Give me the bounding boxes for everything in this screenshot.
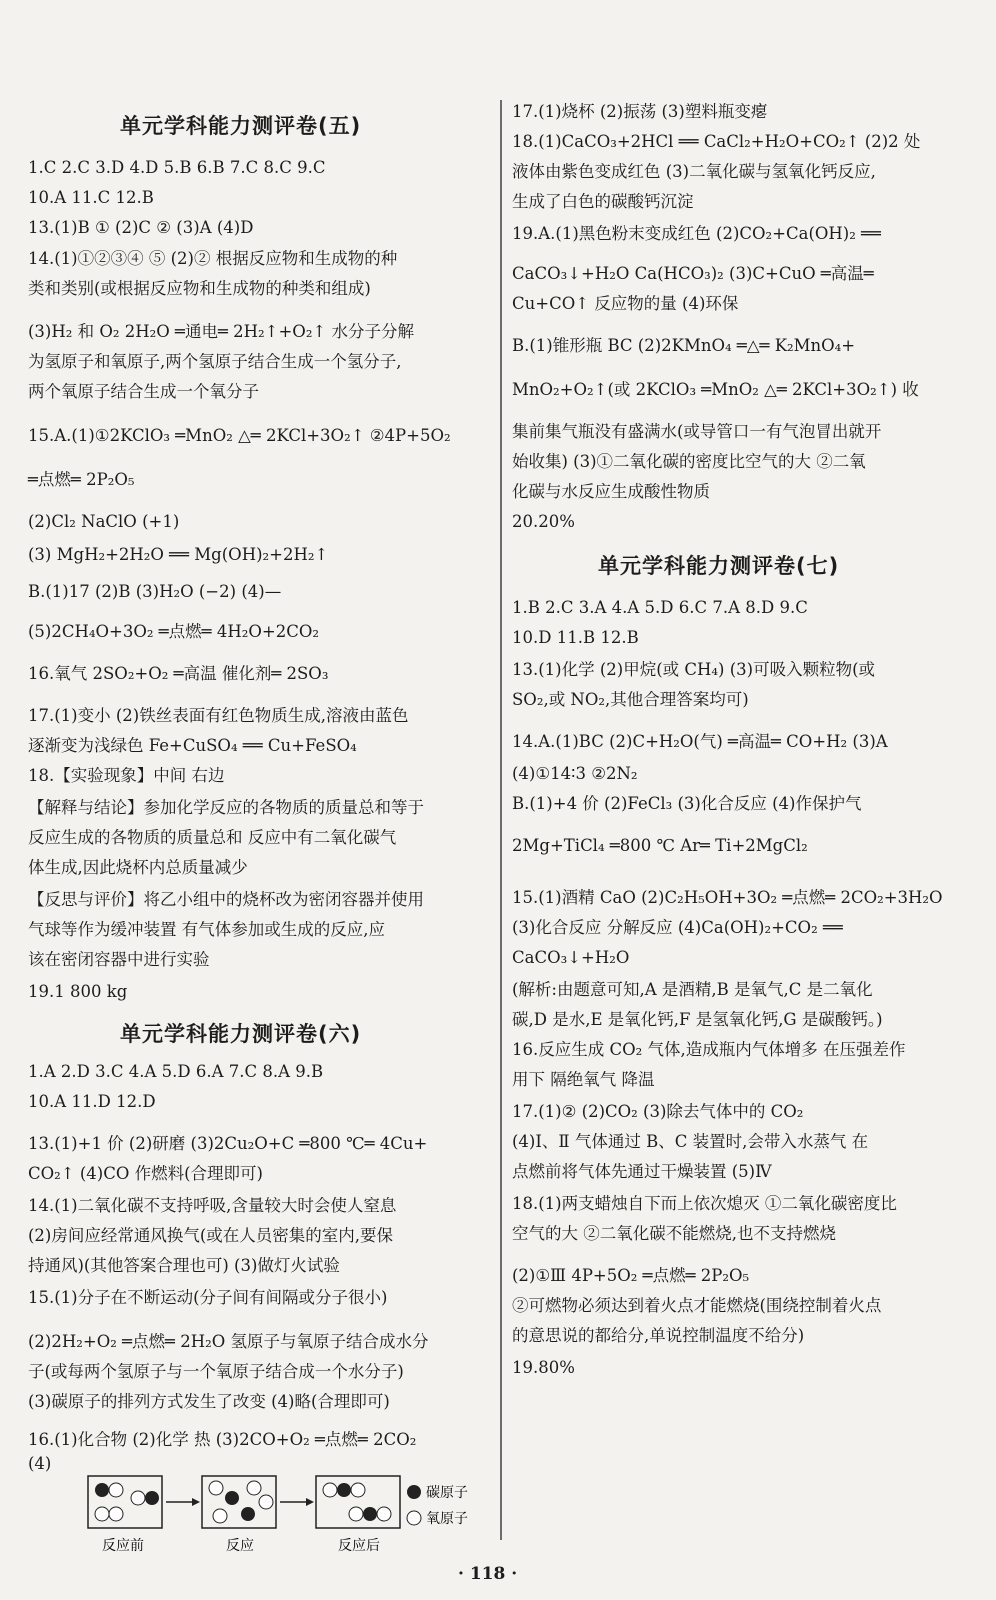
- answer-line: 14.A.(1)BC (2)C+H₂O(气) ═高温═ CO+H₂ (3)A: [512, 732, 888, 751]
- answer-line: 2Mg+TiCl₄ ═800 ℃ Ar═ Ti+2MgCl₂: [512, 836, 808, 855]
- section-heading-7: 单元学科能力测评卷(七): [598, 554, 840, 578]
- answer-line: CO₂↑ (4)CO 作燃料(合理即可): [28, 1164, 263, 1183]
- carbon-legend-icon: [407, 1485, 421, 1499]
- during-label: 反应: [226, 1538, 254, 1554]
- answer-line: (3) MgH₂+2H₂O ══ Mg(OH)₂+2H₂↑: [28, 545, 329, 564]
- answer-line: 体生成,因此烧杯内总质量减少: [28, 858, 248, 877]
- answer-line: 气球等作为缓冲装置 有气体参加或生成的反应,应: [28, 920, 385, 939]
- answer-line: 化碳与水反应生成酸性物质: [512, 482, 710, 501]
- box-before: [88, 1476, 162, 1528]
- answer-line: 逐渐变为浅绿色 Fe+CuSO₄ ══ Cu+FeSO₄: [28, 736, 357, 755]
- section-heading-6: 单元学科能力测评卷(六): [120, 1022, 362, 1046]
- answer-line: (解析:由题意可知,A 是酒精,B 是氧气,C 是二氧化: [512, 980, 873, 999]
- answer-line: (3)H₂ 和 O₂ 2H₂O ═通电═ 2H₂↑+O₂↑ 水分子分解: [28, 322, 415, 341]
- carbon-legend-label: 碳原子: [426, 1485, 468, 1501]
- answer-line: 14.(1)二氧化碳不支持呼吸,含量较大时会使人窒息: [28, 1196, 397, 1215]
- answer-line: B.(1)锥形瓶 BC (2)2KMnO₄ ═△═ K₂MnO₄+: [512, 336, 856, 355]
- answer-line: 15.A.(1)①2KClO₃ ═MnO₂ △═ 2KCl+3O₂↑ ②4P+5O₂: [28, 426, 451, 445]
- answer-line: 18.(1)CaCO₃+2HCl ══ CaCl₂+H₂O+CO₂↑ (2)2 处: [512, 132, 921, 151]
- answer-line: 14.(1)①②③④ ⑤ (2)② 根据反应物和生成物的种: [28, 249, 398, 268]
- answer-line: ═点燃═ 2P₂O₅: [28, 470, 135, 489]
- answer-line: 【解释与结论】参加化学反应的各物质的质量总和等于: [28, 798, 424, 817]
- answer-line: B.(1)17 (2)B (3)H₂O (−2) (4)—: [28, 582, 282, 601]
- answer-line: 13.(1)B ① (2)C ② (3)A (4)D: [28, 218, 254, 237]
- answer-line: 16.(1)化合物 (2)化学 热 (3)2CO+O₂ ═点燃═ 2CO₂: [28, 1430, 417, 1449]
- before-label: 反应前: [102, 1538, 144, 1554]
- answer-line: (5)2CH₄O+3O₂ ═点燃═ 4H₂O+2CO₂: [28, 622, 319, 641]
- answer-line: (4): [28, 1454, 52, 1473]
- answer-line: (4)①14∶3 ②2N₂: [512, 764, 638, 783]
- section-heading-5: 单元学科能力测评卷(五): [120, 114, 362, 138]
- answer-line: 持通风)(其他答案合理也可) (3)做灯火试验: [28, 1256, 340, 1275]
- molecule-diagram: [80, 1474, 500, 1558]
- answer-line: 始收集) (3)①二氧化碳的密度比空气的大 ②二氧: [512, 452, 866, 471]
- answer-line: 该在密闭容器中进行实验: [28, 950, 210, 969]
- answer-line: SO₂,或 NO₂,其他合理答案均可): [512, 690, 749, 709]
- answer-line: CaCO₃↓+H₂O: [512, 948, 630, 967]
- answer-line: ②可燃物必须达到着火点才能燃烧(围绕控制着火点: [512, 1296, 882, 1315]
- answer-line: 碳,D 是水,E 是氧化钙,F 是氢氧化钙,G 是碳酸钙。): [512, 1010, 883, 1029]
- answer-line: 15.(1)分子在不断运动(分子间有间隔或分子很小): [28, 1288, 388, 1307]
- answer-line: 点燃前将气体先通过干燥装置 (5)Ⅳ: [512, 1162, 772, 1181]
- answer-line: 1.B 2.C 3.A 4.A 5.D 6.C 7.A 8.D 9.C: [512, 598, 808, 617]
- answer-line: 1.A 2.D 3.C 4.A 5.D 6.A 7.C 8.A 9.B: [28, 1062, 324, 1081]
- answer-line: 的意思说的都给分,单说控制温度不给分): [512, 1326, 805, 1345]
- answer-line: 10.A 11.C 12.B: [28, 188, 154, 207]
- answer-line: B.(1)+4 价 (2)FeCl₃ (3)化合反应 (4)作保护气: [512, 794, 862, 813]
- page-number: · 118 ·: [458, 1564, 518, 1584]
- answer-line: 子(或每两个氢原子与一个氧原子结合成一个水分子): [28, 1362, 404, 1381]
- answer-line: 集前集气瓶没有盛满水(或导管口一有气泡冒出就开: [512, 422, 882, 441]
- answer-line: 生成了白色的碳酸钙沉淀: [512, 192, 694, 211]
- oxygen-legend-icon: [407, 1511, 421, 1525]
- answer-line: Cu+CO↑ 反应物的量 (4)环保: [512, 294, 739, 313]
- answer-line: 为氢原子和氧原子,两个氢原子结合生成一个氢分子,: [28, 352, 402, 371]
- answer-line: 类和类别(或根据反应物和生成物的种类和组成): [28, 279, 371, 298]
- answer-line: 18.【实验现象】中间 右边: [28, 766, 225, 785]
- answer-line: 17.(1)变小 (2)铁丝表面有红色物质生成,溶液由蓝色: [28, 706, 409, 725]
- answer-line: 15.(1)酒精 CaO (2)C₂H₅OH+3O₂ ═点燃═ 2CO₂+3H₂O: [512, 888, 943, 907]
- answer-line: (3)化合反应 分解反应 (4)Ca(OH)₂+CO₂ ══: [512, 918, 843, 937]
- answer-line: (2)Cl₂ NaClO (+1): [28, 512, 180, 531]
- answer-line: 反应生成的各物质的质量总和 反应中有二氧化碳气: [28, 828, 397, 847]
- answer-line: (2)2H₂+O₂ ═点燃═ 2H₂O 氢原子与氧原子结合成水分: [28, 1332, 429, 1351]
- answer-line: MnO₂+O₂↑(或 2KClO₃ ═MnO₂ △═ 2KCl+3O₂↑) 收: [512, 380, 919, 399]
- answer-line: 两个氧原子结合生成一个氧分子: [28, 382, 259, 401]
- box-during: [202, 1476, 276, 1528]
- answer-line: 用下 隔绝氧气 降温: [512, 1070, 655, 1089]
- answer-line: (2)①Ⅲ 4P+5O₂ ═点燃═ 2P₂O₅: [512, 1266, 750, 1285]
- answer-line: 17.(1)② (2)CO₂ (3)除去气体中的 CO₂: [512, 1102, 804, 1121]
- answer-line: 19.A.(1)黑色粉末变成红色 (2)CO₂+Ca(OH)₂ ══: [512, 224, 881, 243]
- answer-line: 18.(1)两支蜡烛自下而上依次熄灭 ①二氧化碳密度比: [512, 1194, 897, 1213]
- answer-line: 【反思与评价】将乙小组中的烧杯改为密闭容器并使用: [28, 890, 424, 909]
- answer-line: 10.D 11.B 12.B: [512, 628, 639, 647]
- answer-line: CaCO₃↓+H₂O Ca(HCO₃)₂ (3)C+CuO ═高温═: [512, 264, 874, 283]
- answer-line: 液体由紫色变成红色 (3)二氧化碳与氢氧化钙反应,: [512, 162, 876, 181]
- answer-line: 16.反应生成 CO₂ 气体,造成瓶内气体增多 在压强差作: [512, 1040, 906, 1059]
- answer-line: 16.氧气 2SO₂+O₂ ═高温 催化剂═ 2SO₃: [28, 664, 329, 683]
- after-label: 反应后: [338, 1538, 380, 1554]
- answer-line: (4)Ⅰ、Ⅱ 气体通过 B、C 装置时,会带入水蒸气 在: [512, 1132, 869, 1151]
- answer-line: 13.(1)+1 价 (2)研磨 (3)2Cu₂O+C ═800 ℃═ 4Cu+: [28, 1134, 428, 1153]
- answer-line: 20.20%: [512, 512, 575, 531]
- answer-line: 19.80%: [512, 1358, 575, 1377]
- answer-line: 10.A 11.D 12.D: [28, 1092, 156, 1111]
- answer-line: 17.(1)烧杯 (2)振荡 (3)塑料瓶变瘪: [512, 102, 768, 121]
- answer-line: 空气的大 ②二氧化碳不能燃烧,也不支持燃烧: [512, 1224, 836, 1243]
- answer-line: 19.1 800 kg: [28, 982, 128, 1001]
- box-after: [316, 1476, 400, 1528]
- column-divider: [500, 100, 502, 1540]
- oxygen-legend-label: 氧原子: [426, 1511, 468, 1527]
- answer-line: (3)碳原子的排列方式发生了改变 (4)略(合理即可): [28, 1392, 390, 1411]
- answer-line: 13.(1)化学 (2)甲烷(或 CH₄) (3)可吸入颗粒物(或: [512, 660, 876, 679]
- answer-line: 1.C 2.C 3.D 4.D 5.B 6.B 7.C 8.C 9.C: [28, 158, 326, 177]
- answer-line: (2)房间应经常通风换气(或在人员密集的室内,要保: [28, 1226, 394, 1245]
